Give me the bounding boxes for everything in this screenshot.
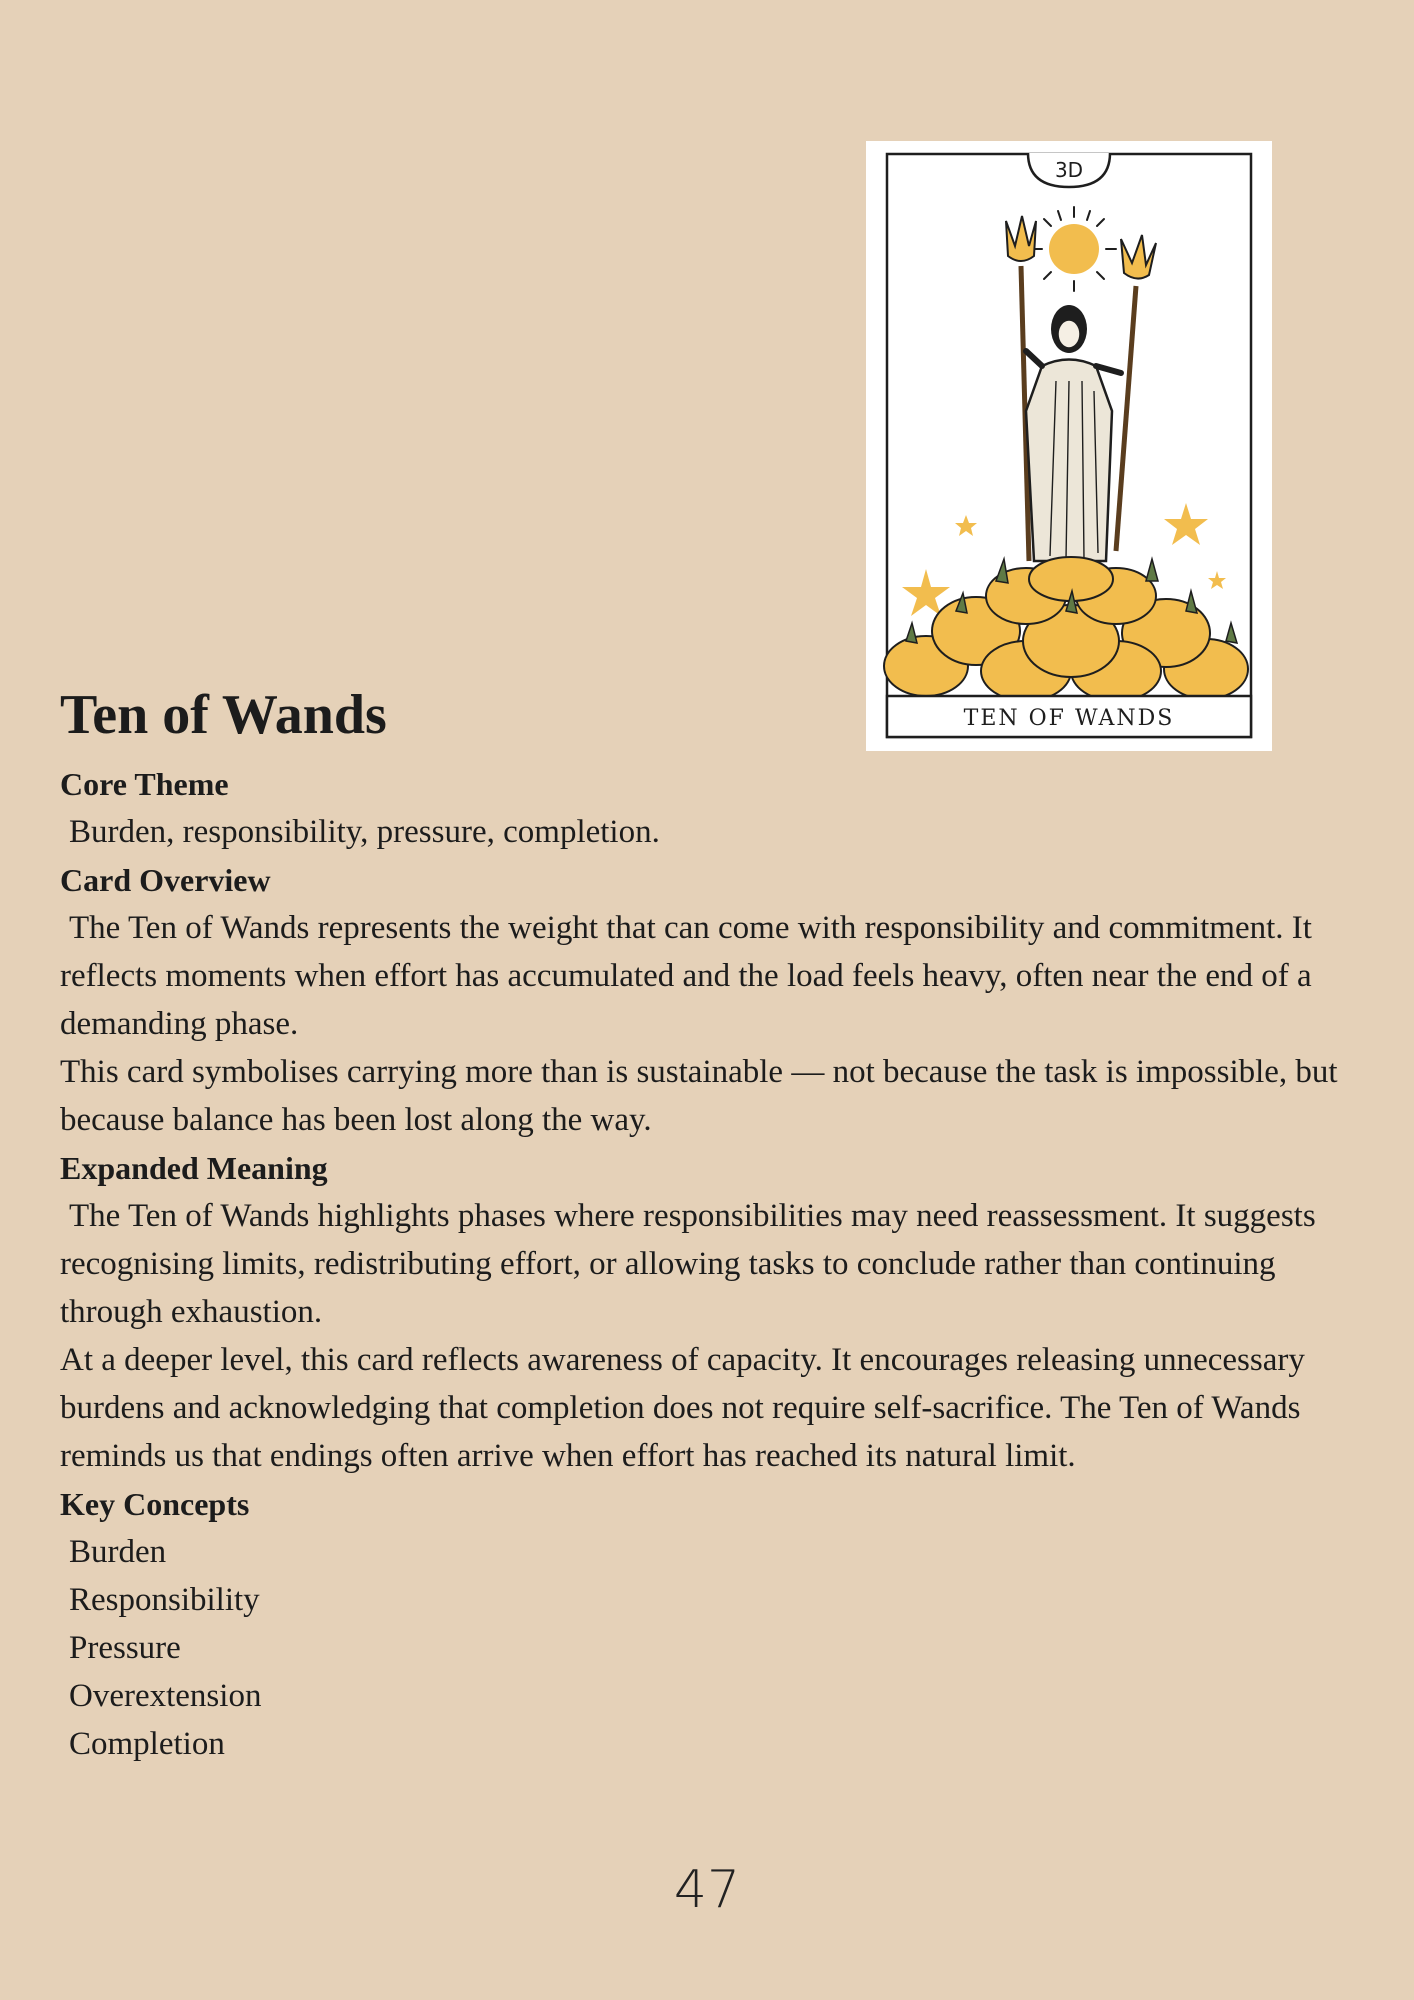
- list-item: Overextension: [69, 1678, 262, 1714]
- list-item: Responsibility: [69, 1582, 260, 1618]
- section-heading: Card Overview: [60, 862, 271, 898]
- tarot-card-illustration: [866, 141, 1272, 751]
- section-key-concepts: [60, 1480, 1350, 1768]
- paragraph: This card symbolises carrying more than is sustainable — not because the task is impossible, but because balance has been lost along the way.: [60, 1054, 1338, 1138]
- paragraph: The Ten of Wands represents the weight that can come with responsibility and commitment. It reflects moments when effort has accumulated and the load feels heavy, often near the end of a demanding phase.: [60, 910, 1312, 1042]
- paragraph: The Ten of Wands highlights phases where responsibilities may need reassessment. It suggests recognising limits, redistributing effort, or allowing tasks to conclude rather than continuing through exhaustion.: [60, 1198, 1316, 1330]
- card-description: [60, 680, 1350, 1768]
- list-item: Completion: [69, 1726, 225, 1762]
- key-concepts-list: [60, 1528, 1350, 1768]
- card-number-label: 3D: [1054, 158, 1084, 182]
- list-item: Burden: [69, 1534, 167, 1570]
- card-name-label: TEN OF WANDS: [963, 706, 1175, 731]
- section-core-theme: [60, 760, 1350, 856]
- section-heading: Core Theme: [60, 766, 229, 802]
- paragraph: Burden, responsibility, pressure, completion.: [69, 814, 660, 850]
- section-card-overview: [60, 856, 1350, 1144]
- section-expanded-meaning: [60, 1144, 1350, 1480]
- section-heading: Key Concepts: [60, 1486, 250, 1522]
- page-title: Ten of Wands: [60, 684, 387, 746]
- tarot-card-image: [866, 141, 1272, 751]
- page-number: 47: [673, 1860, 741, 1920]
- list-item: Pressure: [69, 1630, 181, 1666]
- paragraph: At a deeper level, this card reflects awareness of capacity. It encourages releasing unnecessary burdens and acknowledging that completion does not require self-sacrifice. The Ten of Wands reminds us that endings often arrive when effort has reached its natural limit.: [60, 1342, 1305, 1474]
- section-heading: Expanded Meaning: [60, 1150, 328, 1186]
